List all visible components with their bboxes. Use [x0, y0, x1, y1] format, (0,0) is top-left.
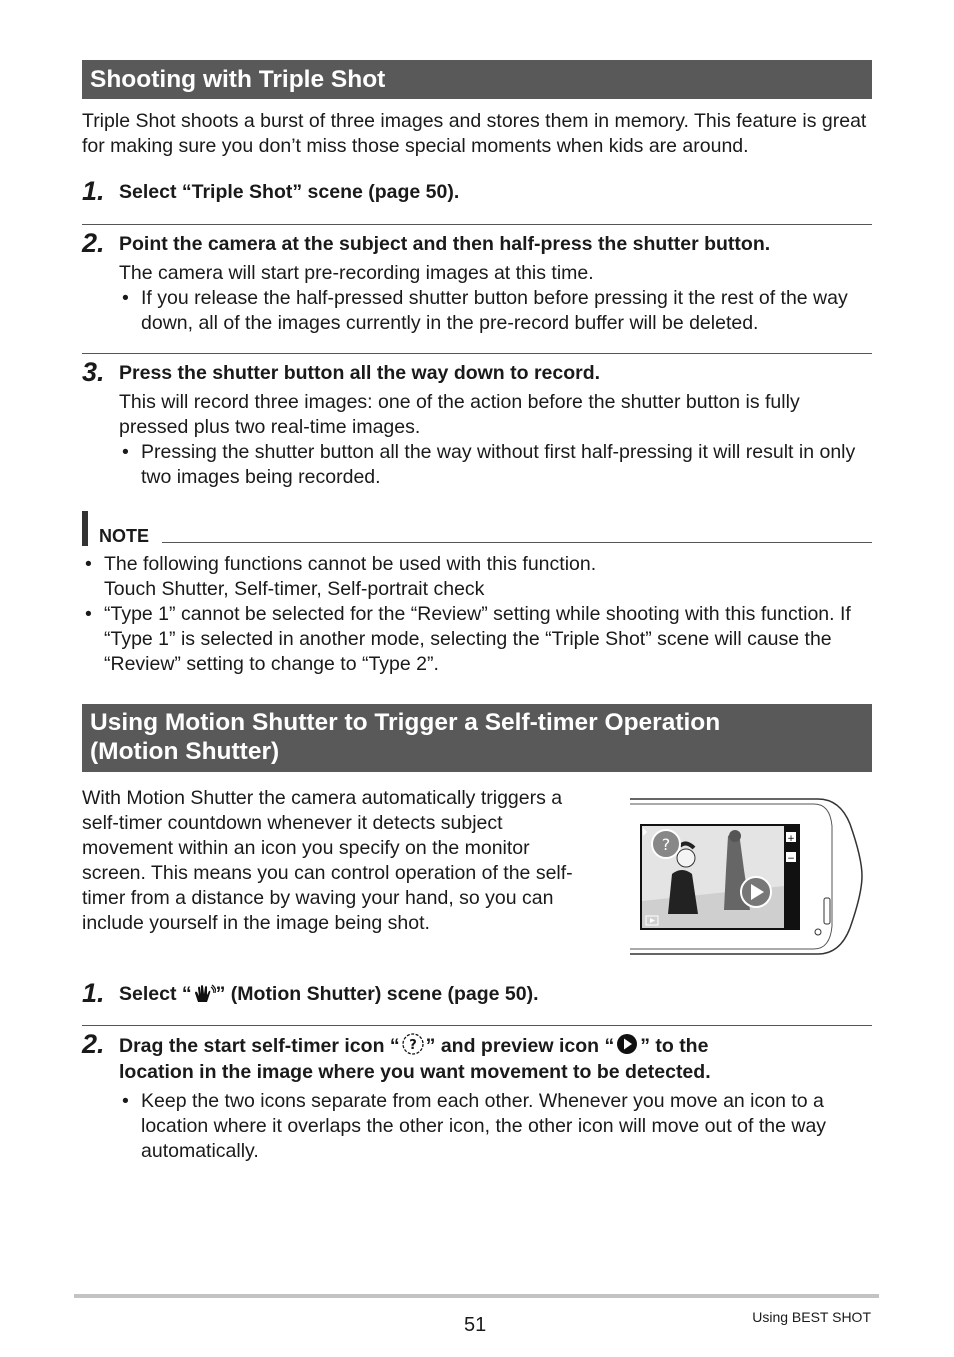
bullet-dot: •	[122, 1090, 129, 1112]
note-label: NOTE	[99, 526, 150, 546]
bullet-item	[122, 440, 876, 490]
step-number: 2.	[82, 1029, 105, 1059]
step-title: Point the camera at the subject and then half-press the shutter button.	[119, 233, 771, 255]
step-number: 1.	[82, 176, 105, 206]
bullet-item	[122, 286, 871, 336]
step-number: 2.	[82, 228, 105, 258]
intro-paragraph: Triple Shot shoots a burst of three images and stores them in memory. This feature is great for making sure you don’t miss those special moments when kids are around.	[82, 110, 867, 157]
step-title-text: ” to the	[640, 1035, 709, 1057]
bullet-text: Touch Shutter, Self-timer, Self-portrait check	[104, 578, 485, 600]
bullet-dot: •	[122, 441, 129, 463]
svg-text:?: ?	[408, 1038, 417, 1053]
bullet-dot: •	[85, 603, 92, 625]
step-body: This will record three images: one of the action before the shutter button is fully pressed plus two real-time images.	[119, 391, 800, 438]
step-title-text: ” and preview icon “	[425, 1035, 615, 1057]
note-rule	[162, 542, 872, 543]
preview-icon	[614, 1032, 640, 1056]
bullet-text: Pressing the shutter button all the way without first half-pressing it will result in only two images being recorded.	[141, 441, 856, 488]
step-title	[119, 1032, 708, 1060]
divider	[82, 353, 872, 354]
svg-text:−: −	[787, 854, 795, 864]
divider	[82, 1025, 872, 1026]
footer-rule	[74, 1294, 879, 1298]
step-title-text: Drag the start self-timer icon “	[119, 1035, 400, 1057]
section-title-line: Using Motion Shutter to Trigger a Self-timer Operation	[90, 709, 721, 736]
step-number: 1.	[82, 978, 105, 1008]
bullet-dot: •	[122, 287, 129, 309]
step-title-line: location in the image where you want movement to be detected.	[119, 1061, 711, 1083]
page-number: 51	[464, 1314, 487, 1336]
section-banner-motion-shutter	[82, 704, 872, 772]
step-number: 3.	[82, 357, 105, 387]
intro-paragraph: With Motion Shutter the camera automatically triggers a self-timer countdown whenever it detects subject movement within an icon you specify on the monitor screen. This means you can control operation of the self-timer from a distance by waving your hand, so you can include yourself in the image being shot.	[82, 787, 573, 934]
bullet-text: Keep the two icons separate from each other. Whenever you move an icon to a location where it overlaps the other icon, the other icon will move out of the way automatically.	[141, 1090, 827, 1162]
note-bar	[82, 511, 88, 546]
step-title-text: ” (Motion Shutter) scene (page 50).	[215, 983, 539, 1005]
step-title: Select “Triple Shot” scene (page 50).	[119, 181, 460, 203]
self-timer-icon	[400, 1032, 426, 1056]
note-bullet	[85, 602, 874, 677]
footer-section-label: Using BEST SHOT	[752, 1309, 871, 1325]
bullet-text: The following functions cannot be used with this function.	[104, 553, 597, 575]
step-title: Press the shutter button all the way down to record.	[119, 362, 601, 384]
divider	[82, 224, 872, 225]
camera-illustration	[628, 796, 864, 958]
svg-text:?: ?	[661, 835, 671, 854]
bullet-item	[122, 1089, 876, 1164]
section-title: Shooting with Triple Shot	[90, 66, 386, 93]
section-title-line: (Motion Shutter)	[90, 738, 280, 765]
bullet-text: If you release the half-pressed shutter button before pressing it the rest of the way down, all of the images currently in the pre-record buffer will be deleted.	[141, 287, 848, 334]
motion-shutter-hand-icon	[192, 984, 216, 1004]
bullet-dot: •	[85, 553, 92, 575]
step-title	[119, 981, 539, 1008]
section-banner-triple-shot	[82, 60, 872, 99]
svg-text:+: +	[787, 834, 795, 844]
step-body: The camera will start pre-recording images at this time.	[119, 262, 594, 284]
step-title-text: Select “	[119, 983, 192, 1005]
bullet-text: “Type 1” cannot be selected for the “Review” setting while shooting with this function. If “Type 1” is selected in another mode, selecting the “Triple Shot” scene will cause the “Review” setting to change to “Type 2”.	[104, 603, 851, 675]
note-bullet	[85, 552, 874, 602]
